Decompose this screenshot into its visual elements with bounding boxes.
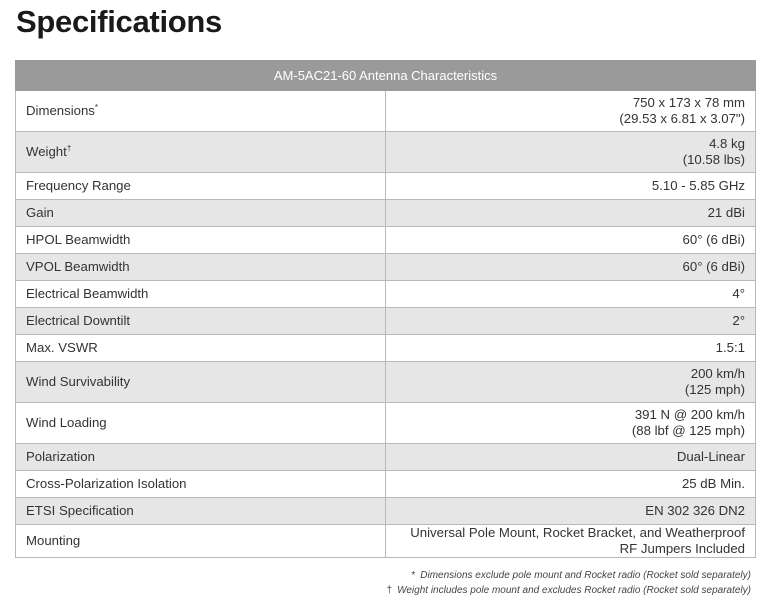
table-row — [16, 200, 756, 227]
spec-value — [386, 525, 756, 558]
footnote-marker: * — [94, 103, 99, 112]
table-row — [16, 362, 756, 403]
spec-label-text: Polarization — [26, 449, 95, 464]
table-row — [16, 173, 756, 200]
spec-value — [386, 335, 756, 362]
spec-value-line: 750 x 173 x 78 mm — [632, 95, 745, 110]
spec-value — [386, 254, 756, 281]
spec-value-line: Universal Pole Mount, Rocket Bracket, and Weatherproof RF Jumpers Included — [410, 525, 745, 556]
footnote — [387, 568, 751, 583]
spec-value — [386, 403, 756, 444]
spec-value-line: 25 dB Min. — [681, 476, 745, 491]
spec-value — [386, 281, 756, 308]
spec-label-text: Cross-Polarization Isolation — [26, 476, 187, 491]
spec-label — [16, 362, 386, 403]
spec-value — [386, 498, 756, 525]
spec-label — [16, 335, 386, 362]
spec-value — [386, 132, 756, 173]
table-row — [16, 132, 756, 173]
footnote-text: Dimensions exclude pole mount and Rocket radio (Rocket sold separately) — [420, 570, 751, 581]
spec-label-text: Dimensions — [26, 103, 95, 118]
spec-value-line: 2° — [732, 313, 745, 328]
table-row — [16, 471, 756, 498]
spec-label-text: Electrical Downtilt — [26, 313, 131, 328]
footnote-text: Weight includes pole mount and excludes Rocket radio (Rocket sold separately) — [397, 585, 751, 596]
spec-label-text: Wind Loading — [26, 415, 107, 430]
table-row — [16, 227, 756, 254]
table-row — [16, 444, 756, 471]
spec-label-text: VPOL Beamwidth — [26, 259, 130, 274]
table-body — [16, 91, 756, 558]
table-row — [16, 91, 756, 132]
spec-value-line: 200 km/h — [690, 366, 745, 381]
spec-label-text: Electrical Beamwidth — [26, 286, 149, 301]
spec-value-line: (29.53 x 6.81 x 3.07") — [619, 111, 745, 126]
footnote-mark: * — [411, 570, 416, 581]
spec-label — [16, 173, 386, 200]
spec-value-line: 21 dBi — [707, 205, 745, 220]
table-row — [16, 254, 756, 281]
spec-label — [16, 498, 386, 525]
table-row — [16, 498, 756, 525]
table-row — [16, 525, 756, 558]
spec-value-line: Dual-Linear — [676, 449, 745, 464]
spec-label — [16, 254, 386, 281]
footnote-mark: † — [386, 585, 393, 596]
spec-label-text: Frequency Range — [26, 178, 131, 193]
spec-value-line: 60° (6 dBi) — [682, 259, 745, 274]
spec-label — [16, 200, 386, 227]
table-title: AM-5AC21-60 Antenna Characteristics — [16, 61, 756, 91]
spec-label-text: Gain — [26, 205, 54, 220]
spec-value-line: 5.10 - 5.85 GHz — [651, 178, 745, 193]
spec-value-line: (10.58 lbs) — [682, 152, 745, 167]
spec-label — [16, 525, 386, 558]
spec-value-line: (88 lbf @ 125 mph) — [631, 423, 745, 438]
table-row — [16, 403, 756, 444]
table-row — [16, 281, 756, 308]
spec-label — [16, 281, 386, 308]
spec-label-text: ETSI Specification — [26, 503, 134, 518]
table-header-row — [16, 61, 756, 91]
spec-label-text: Weight — [26, 144, 67, 159]
spec-label-text: Max. VSWR — [26, 340, 98, 355]
spec-value — [386, 444, 756, 471]
spec-value — [386, 471, 756, 498]
footnotes — [387, 568, 751, 598]
spec-label — [16, 91, 386, 132]
spec-label — [16, 132, 386, 173]
spec-label — [16, 444, 386, 471]
spec-value — [386, 362, 756, 403]
spec-label — [16, 227, 386, 254]
footnote — [387, 583, 751, 598]
footnote-marker: † — [66, 144, 72, 153]
table-row — [16, 308, 756, 335]
spec-label — [16, 308, 386, 335]
spec-value-line: EN 302 326 DN2 — [645, 503, 745, 518]
spec-value-line: 60° (6 dBi) — [682, 232, 745, 247]
spec-value-line: 391 N @ 200 km/h — [634, 407, 745, 422]
spec-value-line: 4.8 kg — [709, 136, 745, 151]
spec-value — [386, 91, 756, 132]
spec-value-line: (125 mph) — [684, 382, 745, 397]
spec-value-line: 1.5:1 — [715, 340, 745, 355]
spec-value — [386, 200, 756, 227]
spec-value — [386, 173, 756, 200]
spec-label — [16, 471, 386, 498]
page-title: Specifications — [16, 4, 222, 39]
spec-value — [386, 308, 756, 335]
specifications-table — [15, 60, 756, 558]
spec-label — [16, 403, 386, 444]
spec-value-line: 4° — [732, 286, 745, 301]
spec-label-text: Mounting — [26, 533, 81, 548]
spec-value — [386, 227, 756, 254]
table-row — [16, 335, 756, 362]
spec-label-text: HPOL Beamwidth — [26, 232, 131, 247]
spec-label-text: Wind Survivability — [26, 374, 131, 389]
